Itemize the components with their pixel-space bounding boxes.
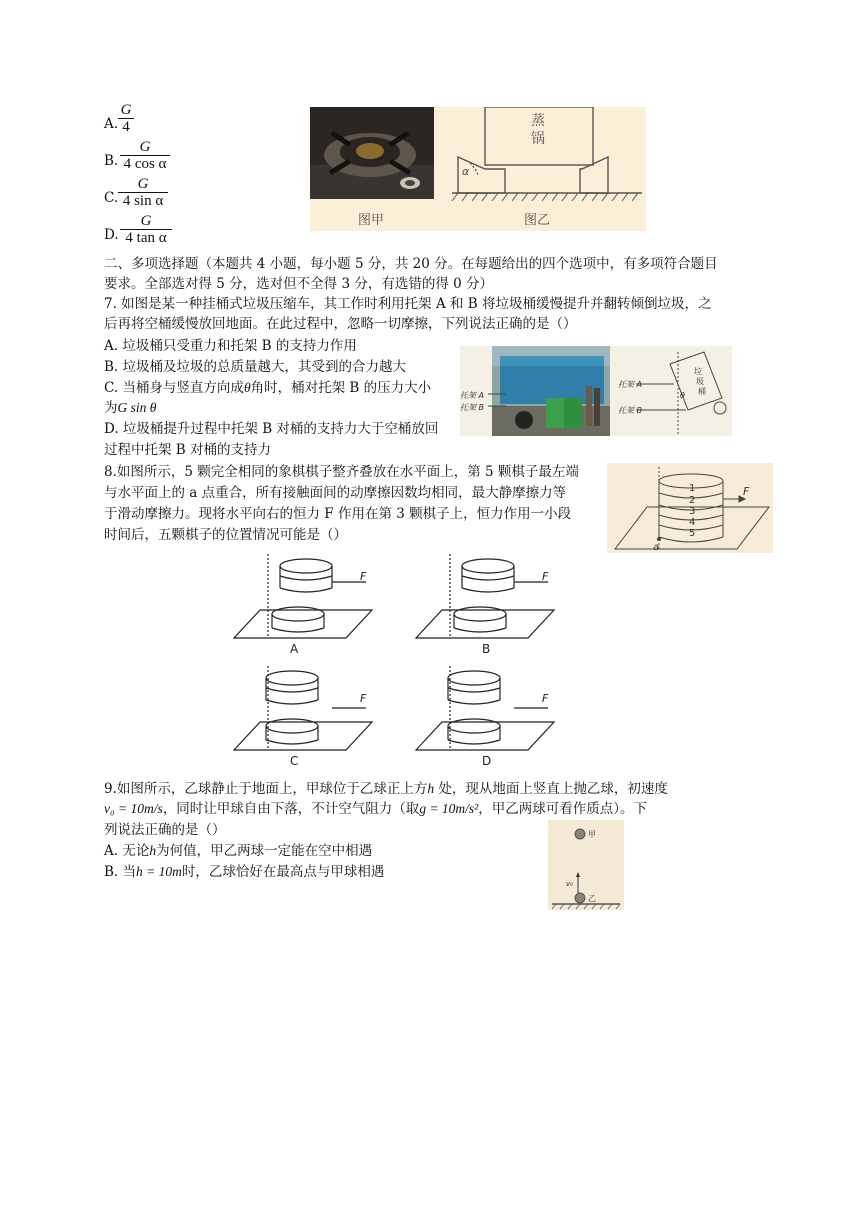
caption-right: 图乙 bbox=[524, 213, 551, 228]
q8-choices-figure bbox=[228, 552, 578, 768]
piece-1: 1 bbox=[689, 483, 696, 494]
choice-d-label: D bbox=[482, 754, 492, 768]
q7-option-d-line-1: D. 垃圾桶提升过程中托架 B 对桶的支持力大于空桶放回 bbox=[104, 421, 439, 437]
truck-photo bbox=[492, 346, 610, 436]
q8-stack-figure bbox=[607, 463, 773, 553]
q9-stem-line-2: v₀ = 10m/s，同时让甲球自由下落，不计空气阻力（取g = 10m/s²，甲乙两球可看作质点）。下 bbox=[104, 801, 647, 817]
ball-yi bbox=[575, 893, 585, 903]
choice-b-diagram bbox=[416, 554, 554, 638]
q7-option-d-line-2: 过程中托架 B 对桶的支持力 bbox=[104, 442, 272, 458]
point-a-marker bbox=[657, 537, 661, 541]
force-f-label: F bbox=[743, 485, 750, 498]
choice-d-diagram bbox=[416, 666, 554, 750]
bin-label-3: 桶 bbox=[698, 387, 706, 396]
q6-option-b-fraction: G 4 cos α bbox=[119, 139, 171, 172]
q6-option-a-label: A. bbox=[104, 116, 119, 132]
bin-label-2: 圾 bbox=[696, 377, 704, 386]
point-a-label: a bbox=[653, 542, 660, 553]
q7-stem-line-1: 7. 如图是某一种挂桶式垃圾压缩车，其工作时利用托架 A 和 B 将垃圾桶缓慢提升并翻转倾倒垃圾，之 bbox=[104, 296, 712, 312]
q9-stem-line-3: 列说法正确的是（） bbox=[104, 822, 226, 838]
q9-option-a: A. 无论h为何值，甲乙两球一定能在空中相遇 bbox=[104, 843, 373, 859]
choice-c-force: F bbox=[360, 692, 367, 705]
q7-option-c-line-1: C. 当桶身与竖直方向成θ角时，桶对托架 B 的压力大小 bbox=[104, 380, 432, 396]
choice-c-label: C bbox=[290, 754, 299, 768]
q9-option-b: B. 当h = 10m时，乙球恰好在最高点与甲球相遇 bbox=[104, 864, 385, 880]
piece-4: 4 bbox=[689, 517, 696, 528]
choice-b-force: F bbox=[542, 570, 549, 583]
section-2-heading-line-1: 二、多项选择题（本题共 4 小题，每小题 5 分，共 20 分。在每题给出的四个选项中，有多项符合题目 bbox=[104, 256, 718, 272]
choice-a-force: F bbox=[360, 570, 367, 583]
theta-label: θ bbox=[680, 391, 685, 400]
q7-stem-line-2: 后再将空桶缓慢放回地面。在此过程中，忽略一切摩擦，下列说法正确的是（） bbox=[104, 316, 577, 332]
ball-jia-label: 甲 bbox=[588, 830, 596, 839]
q9-balls-figure bbox=[548, 820, 624, 910]
angle-alpha: α bbox=[462, 165, 470, 178]
q7-option-a: A. 垃圾桶只受重力和托架 B 的支持力作用 bbox=[104, 338, 357, 354]
q6-option-c-fraction: G 4 sin α bbox=[117, 176, 169, 209]
q6-option-b-label: B. bbox=[104, 153, 119, 169]
ball-jia bbox=[575, 829, 585, 839]
choice-c-diagram bbox=[234, 666, 372, 750]
choice-a-diagram bbox=[234, 554, 372, 638]
bracket-a-label: 托架 A bbox=[460, 391, 485, 400]
choice-a-label: A bbox=[290, 642, 299, 656]
caption-left: 图甲 bbox=[358, 213, 385, 228]
steamer-label-2: 锅 bbox=[531, 131, 545, 147]
q6-option-d-label: D. bbox=[104, 227, 119, 243]
stove-photo bbox=[310, 107, 434, 199]
section-2-heading-line-2: 要求。全部选对得 5 分，选对但不全得 3 分，有选错的得 0 分） bbox=[104, 276, 494, 292]
q7-option-b: B. 垃圾桶及垃圾的总质量越大，其受到的合力越大 bbox=[104, 359, 407, 375]
choice-b-label: B bbox=[482, 642, 491, 656]
steamer-label-1: 蒸 bbox=[531, 113, 545, 129]
q6-option-c-label: C. bbox=[104, 190, 119, 206]
bin-label-1: 垃 bbox=[694, 367, 702, 376]
velocity-label: v₀ bbox=[566, 880, 573, 888]
q8-stem-line-4: 时间后，五颗棋子的位置情况可能是（） bbox=[104, 527, 347, 543]
q6-stove-figure bbox=[310, 107, 646, 231]
q8-stem-line-2: 与水平面上的 a 点重合，所有接触面间的动摩擦因数均相同，最大静摩擦力等 bbox=[104, 485, 567, 501]
piece-2: 2 bbox=[689, 495, 696, 506]
piece-3: 3 bbox=[689, 506, 696, 517]
choice-d-force: F bbox=[542, 692, 549, 705]
q8-stem-line-3: 于滑动摩擦力。现将水平向右的恒力 F 作用在第 3 颗棋子上，恒力作用一小段 bbox=[104, 506, 572, 522]
bracket-a-label-2: 托架 A bbox=[618, 380, 643, 389]
q6-option-d-fraction: G 4 tan α bbox=[119, 213, 173, 246]
piece-5: 5 bbox=[689, 528, 696, 539]
q8-stem-line-1: 8.如图所示，5 颗完全相同的象棋棋子整齐叠放在水平面上，第 5 颗棋子最左端 bbox=[104, 464, 579, 480]
q6-option-a-fraction: G 4 bbox=[117, 102, 135, 135]
q9-stem-line-1: 9.如图所示，乙球静止于地面上，甲球位于乙球正上方h 处，现从地面上竖直上抛乙球，初速度 bbox=[104, 781, 668, 797]
bracket-b-label: 托架 B bbox=[460, 403, 485, 412]
q7-option-c-line-2: 为G sin θ bbox=[104, 400, 157, 416]
bracket-b-label-2: 托架 B bbox=[618, 406, 643, 415]
q7-garbage-truck-figure bbox=[460, 346, 732, 436]
ball-yi-label: 乙 bbox=[588, 894, 596, 903]
